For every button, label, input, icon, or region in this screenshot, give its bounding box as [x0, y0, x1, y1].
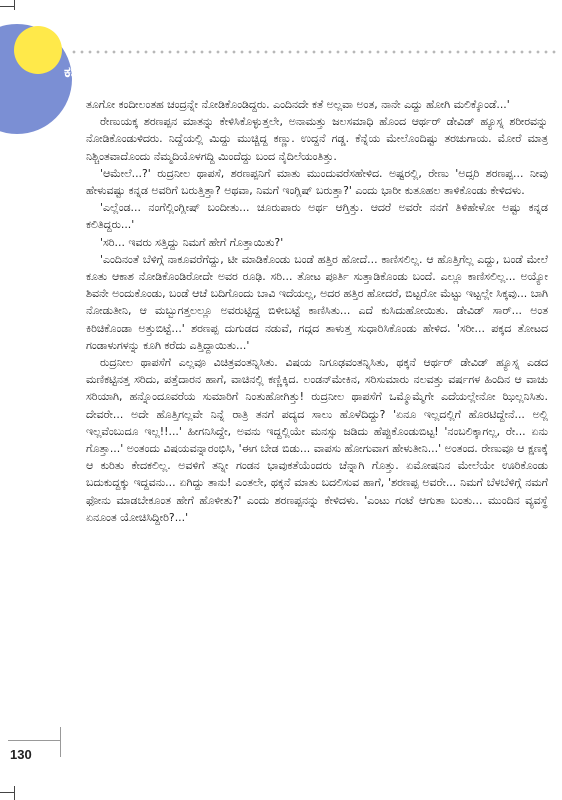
paragraph: ತೂಗೋ ಕಂದೀಲಂತಹ ಚಂದ್ರನ್ನೇ ನೋಡಿಕೊಂಡಿದ್ದರು. ಎಂದಿನದೇ ಕತೆ ಅಲ್ಲವಾ ಅಂತ, ನಾನೇ ಎದ್ದು ಹೋಗಿ ಮಲಿಕ್ಕೊಂಡೆ...' — [86, 98, 510, 111]
page-number: 130 — [10, 747, 32, 762]
decorative-yellow-circle — [14, 26, 62, 74]
paragraph: 'ಸರಿ... ಇವರು ಸತ್ತಿದ್ದು ನಿಮಗೆ ಹೇಗೆ ಗೊತ್ತಾಯಿತು?' — [100, 235, 284, 249]
crop-mark — [0, 6, 14, 7]
paragraph: ರೇಣುಯಕ್ಕ ಶರಣಪ್ಪನ ಮಾತನ್ನು ಕೇಳಿಸಿಕೊಳ್ಳುತ್ತಲೇ, ಅನಾಮತ್ತು ಜಲಸಮಾಧಿ ಹೊಂದ ಆರ್ಥರ್ ಡೇವಿಡ್ ಹ್ಯೂಸ್ನ ಶರೀರವನ್ನು ನೋಡಿಕೊಂಡುಳಿದರು. ನಿದ್ದೆಯಲ್ಲಿ ಮಿದ್ದು ಮುಚ್ಚಿದ್ದ ಕಣ್ಣು. ಉದ್ದನೆ ಗಡ್ಡ. ಕೆನ್ನೆಯ ಮೇಲೊಂದಿಷ್ಟು ತರಚುಗಾಯ. ಮೋರೆ ಮಾತ್ರ ನಿಶ್ಚಿಂತವಾದೊಂದು ನೆಮ್ಮದಿಯೊಳಗದ್ದಿ ಮಿಂದೆದ್ದು ಬಂದ ನೈದಿಲೆಯಂತಿತ್ತು. — [86, 115, 548, 163]
article-body — [86, 96, 548, 526]
paragraph: 'ಎಂದಿನಂತೆ ಬೆಳಿಗ್ಗೆ ನಾಕೂವರೆಗೆದ್ದು, ಟೀ ಮಾಡಿಕೊಂಡು ಬಂಡೆ ಹತ್ತಿರ ಹೋದೆ... ಕಾಣಿಸಲಿಲ್ಲ. ಆ ಹೊತ್ತಿಗೆಲ್ಲ ಎದ್ದು, ಬಂಡೆ ಮೇಲೆ ಕೂತು ಆಕಾಶ ನೋಡಿಕೊಂಡಿರೋದೇ ಅವರ ರೂಢಿ. ಸರಿ... ತೋಟ ಪೂರ್ತಿ ಸುತ್ತಾಡಿಕೊಂಡು ಬಂದೆ. ಎಲ್ಲೂ ಕಾಣಿಸಲಿಲ್ಲ... ಅಯ್ಯೋ ಶಿವನೇ ಅಂದುಕೊಂಡು, ಬಂಡೆ ಆಚೆ ಬದಿಗೊಂದು ಬಾವಿ ಇದೆಯಲ್ಲ, ಅದರ ಹತ್ತಿರ ಹೋದರೆ, ಬಿಟ್ಟರೋ ಮೆಟ್ಟು ಇಟ್ಟಲ್ಲೇ ಸಿಕ್ಕವು... ಬಾಗಿ ನೋಡುತೀನಿ, ಆ ಮಬ್ಬುಗತ್ತಲಲ್ಲೂ ಅವರುಟ್ಟಿದ್ದ ಬಿಳೀಬಟ್ಟೆ ಕಾಣಿಸಿತು... ಎದೆ ಕುಸಿದುಹೋಯಿತು. ಡೇವಿಡ್ ಸಾರ್... ಅಂತ ಕಿರಿಚಿಕೊಂಡಾ ಅತ್ತುಬಿಟ್ಟೆ...' ಶರಣಪ್ಪ ದುಗುಡದ ನಡುವೆ, ಗದ್ಗದ ತಾಳುತ್ತ ಸುಧಾರಿಸಿಕೊಂಡು ಹೇಳಿದ. 'ಸರೀ... ಪಕ್ಕದ ತೋಟದ ಗಂಡಾಳುಗಳನ್ನು ಕೂಗಿ ಕರೆದು ಎತ್ತಿದ್ದಾಯಿತು...' — [86, 252, 548, 352]
section-label: ಕತೆ — [64, 63, 80, 81]
crop-mark — [14, 0, 15, 10]
footer-rule-vertical — [60, 727, 61, 757]
paragraph: ರುದ್ರನೀಲ ಥಾಪಸೆಗೆ ಎಲ್ಲವೂ ವಿಚಿತ್ರವಂತನ್ನಿಸಿತು. ವಿಷಯ ನಿಗೂಢವಂತನ್ನಿಸಿತು, ಥಕ್ಕನೆ ಆರ್ಥರ್ ಡೇವಿಡ್ ಹ್ಯೂಸ್ನ ಎಡದ ಮಣಿಕಟ್ಟಿನತ್ತ ಸರಿದು, ಪತ್ತೆದಾರನ ಹಾಗೆ, ವಾಚಿನಲ್ಲಿ ಕಣ್ಣಿಕ್ಕಿದ. ಲಂಡನ್‌ಮೇಕಿನ, ಸರಿಸುಮಾರು ನಲವತ್ತು ವರ್ಷಗಳ ಹಿಂದಿನ ಆ ವಾಚು ಸರಿಯಾಗಿ, ಹನ್ನೊಂದೂವರೆಯ ಸುಮಾರಿಗೆ ನಿಂತುಹೋಗಿತ್ತು! ರುದ್ರನೀಲ ಥಾಪಸೆಗೆ ಒಮ್ಮೊಮ್ಮೆಗೇ ಎದೆಯಲ್ಲೇನೋ ಝಿಲ್ಲನಿಸಿತು. ದೇವರೇ... ಅದೇ ಹೊತ್ತಿಗಲ್ಲವೇ ನಿನ್ನೆ ರಾತ್ರಿ ತನಗೆ ಪದ್ಯದ ಸಾಲು ಹೊಳೆದಿದ್ದು? 'ಏನೂ ಇಲ್ಲದಲ್ಲಿಗೆ ಹೊರಟಿದ್ದೇನೆ... ಅಲ್ಲಿ ಇಲ್ಲವೆಂಬುದೂ ಇಲ್ಲ!!...' ಹೀಗನಿಸಿದ್ದೇ, ಅವನು ಇದ್ದಲ್ಲಿಯೇ ಮನಸ್ಸು ಜಡಿದು ಹೆಪ್ಪುಕೊಂಡುಬಿಟ್ಟ! 'ನಂಬಲಿಕ್ಕಾಗಲ್ಲ, ರೇ... ಏನು ಗೊತ್ತಾ...' ಅಂತಂದು ವಿಷಯವನ್ನಾರಂಭಿಸಿ, 'ಈಗ ಬೇಡ ಬಿಡು... ವಾಪಸು ಹೋಗುವಾಗ ಹೇಳುತೀನಿ...' ಅಂತಂದ. ರೇಣುವೂ ಆ ಕ್ಷಣಕ್ಕೆ ಆ ಕುರಿತು ಕೇದಕಲಿಲ್ಲ. ಅವಳಿಗೆ ತನ್ನೀ ಗಂಡನ ಭಾವುಕತೆಯೆಂದರು ಚೆನ್ನಾಗಿ ಗೊತ್ತು. ಏಮೋಷನಿನ ಮೇಲೆಯೇ ಊರಿಕೊಂಡು ಬದುಕುದ್ದಕ್ಕು ಇದ್ದವನು... ಏಗಿದ್ದು ತಾನು! ಎಂತಲೇ, ಥಕ್ಕನೆ ಮಾತು ಬದಲಿಸುವ ಹಾಗೆ, 'ಶರಣಪ್ಪ ಅವರೇ... ನಿಮಗೆ ಬೆಳಬೆಳಿಗ್ಗೆ ನಮಗೆ ಫೋನು ಮಾಡಬೇಕೂಂತ ಹೇಗೆ ಹೊಳೀತು?' ಎಂದು ಶರಣಪ್ಪನನ್ನು ಕೇಳಿದಳು. 'ಎಂಟು ಗಂಟೆ ಆಗುತಾ ಬಂತು... ಮುಂದಿನ ವ್ಯವಸ್ಥೆ ಏನೂಂತ ಯೋಚಿಸಿದ್ದೀರಿ?...' — [86, 356, 548, 524]
crop-mark — [0, 792, 14, 793]
dotted-rule — [70, 50, 558, 54]
footer-rule — [8, 740, 60, 741]
paragraph: 'ಎಲ್ಲೆಂಡ... ನಂಗೆಲ್ಲಿಂಗ್ಲೀಷ್ ಬಂದೀತು... ಚೂರುಪಾರು ಅರ್ಥ ಆಗ್ತಿತ್ತು. ಆದರೆ ಅವರೇ ನನಗೆ ತಿಳಿಹೇಳೋ ಅಷ್ಟು ಕನ್ನಡ ಕಲಿತಿದ್ದರು...' — [86, 201, 548, 232]
crop-mark — [14, 786, 15, 800]
paragraph: 'ಆಮೇಲೆ...?' ರುದ್ರನೀಲ ಥಾಪಸೆ, ಶರಣಪ್ಪನಿಗೆ ಮಾತು ಮುಂದುವರೆಸಹೇಳಿದ. ಅಷ್ಟರಲ್ಲಿ, ರೇಣು 'ಅದ್ಸರಿ ಶರಣಪ್ಪ... ನೀವು ಹೇಳುವಷ್ಟು ಕನ್ನಡ ಅವರಿಗೆ ಬರುತ್ತಿತ್ತಾ? ಅಥವಾ, ನಿಮಗೆ ಇಂಗ್ಲಿಷ್ ಬರುತ್ತಾ?' ಎಂದು ಭಾರೀ ಕುತೂಹಲ ತಾಳಿಕೊಂಡು ಕೇಳಿದಳು. — [86, 166, 548, 198]
